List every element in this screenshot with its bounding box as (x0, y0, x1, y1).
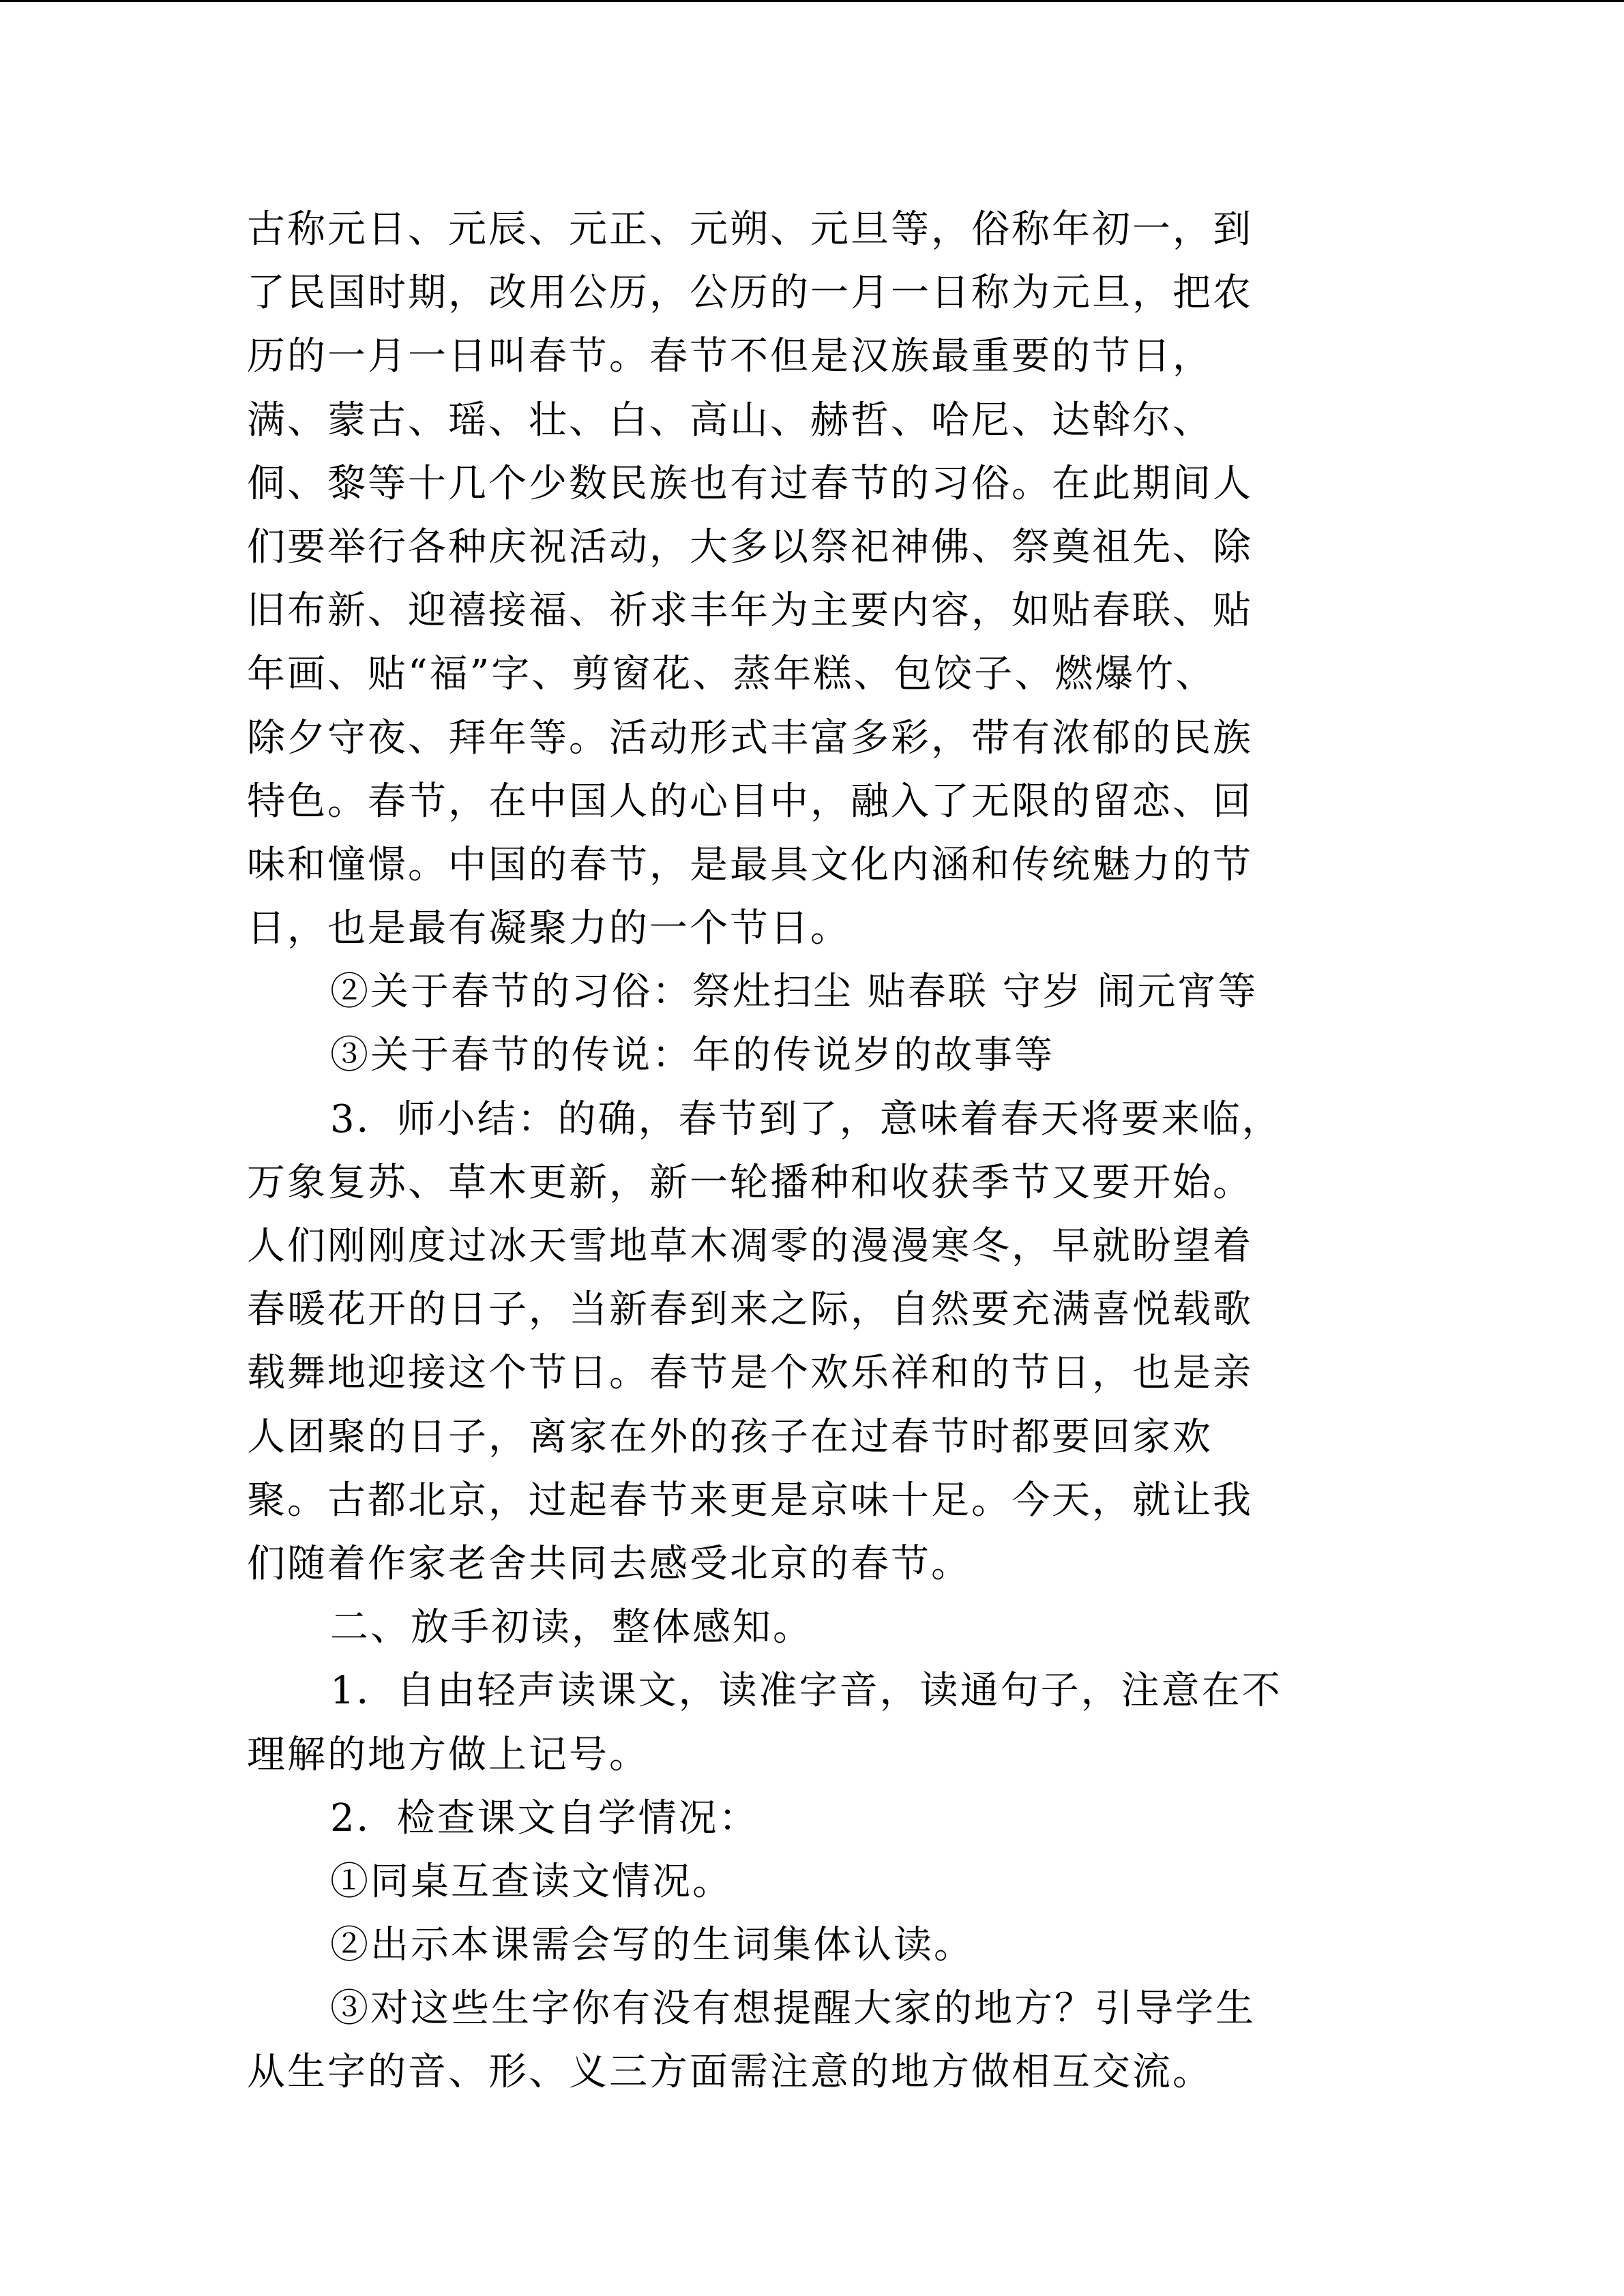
text-line-21: 聚。古都北京，过起春节来更是京味十足。今天，就让我 (247, 1478, 1253, 1523)
text-line-25: 理解的地方做上记号。 (247, 1732, 649, 1777)
text-line-22: 们随着作家老舍共同去感受北京的春节。 (247, 1541, 971, 1586)
text-line-7: 旧布新、迎禧接福、祈求丰年为主要内容，如贴春联、贴 (247, 588, 1253, 633)
text-line-27: ①同桌互查读文情况。 (330, 1859, 733, 1904)
text-line-18: 春暖花开的日子，当新春到来之际，自然要充满喜悦载歌 (247, 1287, 1253, 1332)
text-line-29: ③对这些生字你有没有想提醒大家的地方？引导学生 (330, 1986, 1256, 2031)
text-line-9: 除夕守夜、拜年等。活动形式丰富多彩，带有浓郁的民族 (247, 715, 1253, 760)
text-line-5: 侗、黎等十几个少数民族也有过春节的习俗。在此期间人 (247, 461, 1253, 506)
text-line-2: 了民国时期，改用公历，公历的一月一日称为元旦，把农 (247, 271, 1253, 316)
text-line-24: 1．自由轻声读课文，读准字音，读通句子，注意在不 (330, 1669, 1282, 1714)
text-line-3: 历的一月一日叫春节。春节不但是汉族最重要的节日， (247, 334, 1213, 379)
text-line-20: 人团聚的日子，离家在外的孩子在过春节时都要回家欢 (247, 1414, 1213, 1459)
text-line-19: 载舞地迎接这个节日。春节是个欢乐祥和的节日，也是亲 (247, 1351, 1253, 1396)
text-line-12: 日，也是最有凝聚力的一个节日。 (247, 906, 851, 951)
text-line-26: 2．检查课文自学情况： (330, 1795, 759, 1840)
text-line-4: 满、蒙古、瑶、壮、白、高山、赫哲、哈尼、达斡尔、 (247, 398, 1213, 443)
top-border-line (0, 0, 1624, 2)
text-line-11: 味和憧憬。中国的春节，是最具文化内涵和传统魅力的节 (247, 842, 1253, 887)
text-line-16: 万象复苏、草木更新，新一轮播种和收获季节又要开始。 (247, 1160, 1253, 1205)
text-line-15: 3．师小结：的确，春节到了，意味着春天将要来临， (330, 1097, 1282, 1142)
text-line-14: ③关于春节的传说：年的传说岁的故事等 (330, 1033, 1054, 1078)
text-line-23: 二、放手初读，整体感知。 (330, 1605, 813, 1650)
text-line-30: 从生字的音、形、义三方面需注意的地方做相互交流。 (247, 2050, 1213, 2095)
document-body (247, 198, 1365, 2104)
text-line-17: 人们刚刚度过冰天雪地草木凋零的漫漫寒冬，早就盼望着 (247, 1224, 1253, 1268)
text-line-13: ②关于春节的习俗：祭灶扫尘 贴春联 守岁 闹元宵等 (330, 970, 1258, 1015)
text-line-1: 古称元日、元辰、元正、元朔、元旦等，俗称年初一，到 (247, 207, 1253, 252)
text-line-8: 年画、贴“福”字、剪窗花、蒸年糕、包饺子、燃爆竹、 (247, 652, 1216, 697)
text-line-10: 特色。春节，在中国人的心目中，融入了无限的留恋、回 (247, 779, 1253, 824)
text-line-6: 们要举行各种庆祝活动，大多以祭祀神佛、祭奠祖先、除 (247, 524, 1253, 569)
text-line-28: ②出示本课需会写的生词集体认读。 (330, 1923, 974, 1968)
